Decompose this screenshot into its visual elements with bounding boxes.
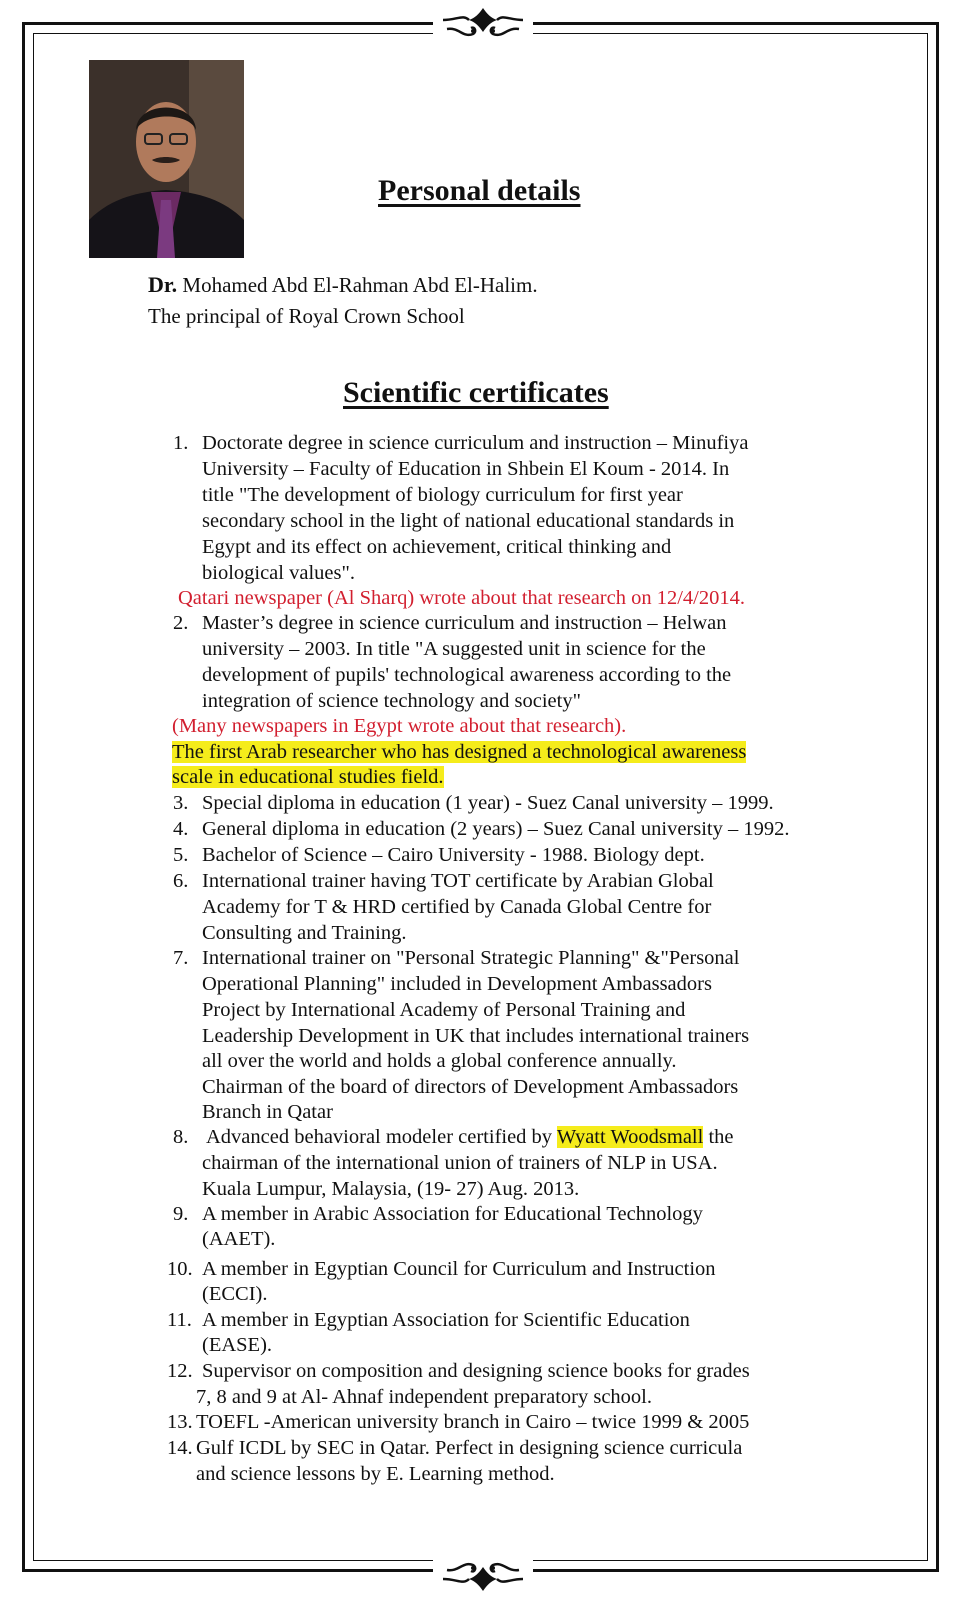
item-line: 7, 8 and 9 at Al- Ahnaf independent preparatory school.	[196, 1386, 652, 1408]
item-line: Gulf ICDL by SEC in Qatar. Perfect in designing science curricula	[196, 1437, 743, 1459]
highlighted-name: Wyatt Woodsmall	[556, 1126, 704, 1148]
item-line: Egypt and its effect on achievement, critical thinking and	[202, 536, 672, 558]
item-line: (ECCI).	[202, 1283, 268, 1305]
item-line: secondary school in the light of national educational standards in	[202, 510, 735, 532]
item-line: biological values".	[202, 562, 355, 584]
item-line: title "The development of biology curriculum for first year	[202, 484, 683, 506]
newspaper-note: Qatari newspaper (Al Sharq) wrote about that research on 12/4/2014.	[178, 587, 745, 609]
item-line: Consulting and Training.	[202, 922, 407, 944]
item-line: Supervisor on composition and designing science books for grades	[202, 1360, 750, 1382]
item-number: 11.	[167, 1309, 192, 1331]
item-line: Master’s degree in science curriculum and instruction – Helwan	[202, 612, 727, 634]
item-line: International trainer having TOT certificate by Arabian Global	[202, 870, 714, 892]
item-line: integration of science technology and society"	[202, 690, 581, 712]
item-line: Operational Planning" included in Development Ambassadors	[202, 973, 712, 995]
item-line: University – Faculty of Education in Shbein El Koum - 2014. In	[202, 458, 730, 480]
item-line: all over the world and holds a global conference annually.	[202, 1050, 677, 1072]
item-line	[202, 1124, 733, 1150]
item-number: 2.	[173, 612, 189, 634]
item-line: development of pupils' technological awareness according to the	[202, 664, 732, 686]
item-line: A member in Egyptian Council for Curriculum and Instruction	[202, 1258, 716, 1280]
item-number: 4.	[173, 818, 189, 840]
profile-photo	[89, 60, 244, 258]
personal-details-heading: Personal details	[378, 174, 581, 207]
bottom-ornament-icon	[433, 1555, 533, 1595]
item-number: 6.	[173, 870, 189, 892]
item-number: 7.	[173, 947, 189, 969]
item-number: 8.	[173, 1126, 189, 1148]
item-number: 5.	[173, 844, 189, 866]
item-number: 1.	[173, 432, 189, 454]
item-text: the	[703, 1126, 734, 1148]
item-line: Bachelor of Science – Cairo University - 1988. Biology dept.	[202, 844, 705, 866]
highlight-text: The first Arab researcher who has designed a technological awareness	[172, 741, 747, 763]
item-number: 10.	[167, 1258, 193, 1280]
item-line: Project by International Academy of Personal Training and	[202, 999, 686, 1021]
item-line: International trainer on "Personal Strategic Planning" &"Personal	[202, 947, 740, 969]
highlight-line-wrap	[172, 739, 746, 765]
item-line: (AAET).	[202, 1228, 276, 1250]
highlight-line-wrap	[172, 764, 444, 790]
item-line: Chairman of the board of directors of Development Ambassadors	[202, 1076, 739, 1098]
item-line: Academy for T & HRD certified by Canada Global Centre for	[202, 896, 712, 918]
item-number: 9.	[173, 1203, 189, 1225]
item-number: 14.	[167, 1437, 193, 1459]
name-text: Mohamed Abd El-Rahman Abd El-Halim.	[177, 273, 538, 297]
item-line: Kuala Lumpur, Malaysia, (19- 27) Aug. 2013.	[202, 1178, 580, 1200]
newspaper-note: (Many newspapers in Egypt wrote about that research).	[172, 715, 627, 737]
item-line: Special diploma in education (1 year) - Suez Canal university – 1999.	[202, 792, 774, 814]
item-line: A member in Egyptian Association for Scientific Education	[202, 1309, 690, 1331]
item-line: university – 2003. In title "A suggested unit in science for the	[202, 638, 706, 660]
item-line: (EASE).	[202, 1334, 273, 1356]
item-line: TOEFL -American university branch in Cairo – twice 1999 & 2005	[196, 1411, 750, 1433]
item-line: chairman of the international union of trainers of NLP in USA.	[202, 1152, 718, 1174]
item-line: Doctorate degree in science curriculum and instruction – Minufiya	[202, 432, 749, 454]
person-role: The principal of Royal Crown School	[148, 304, 465, 328]
item-number: 13.	[167, 1411, 193, 1433]
item-line: A member in Arabic Association for Educational Technology	[202, 1203, 703, 1225]
item-line: Leadership Development in UK that includes international trainers	[202, 1025, 750, 1047]
item-line: and science lessons by E. Learning method.	[196, 1463, 555, 1485]
name-prefix: Dr.	[148, 272, 178, 297]
person-name	[148, 272, 538, 298]
highlight-text: scale in educational studies field.	[172, 766, 444, 788]
scientific-certificates-heading: Scientific certificates	[343, 376, 609, 409]
item-line: General diploma in education (2 years) – Suez Canal university – 1992.	[202, 818, 790, 840]
top-ornament-icon	[433, 4, 533, 44]
item-text: Advanced behavioral modeler certified by	[202, 1126, 557, 1148]
item-number: 12.	[167, 1360, 193, 1382]
item-line: Branch in Qatar	[202, 1101, 333, 1123]
item-number: 3.	[173, 792, 189, 814]
